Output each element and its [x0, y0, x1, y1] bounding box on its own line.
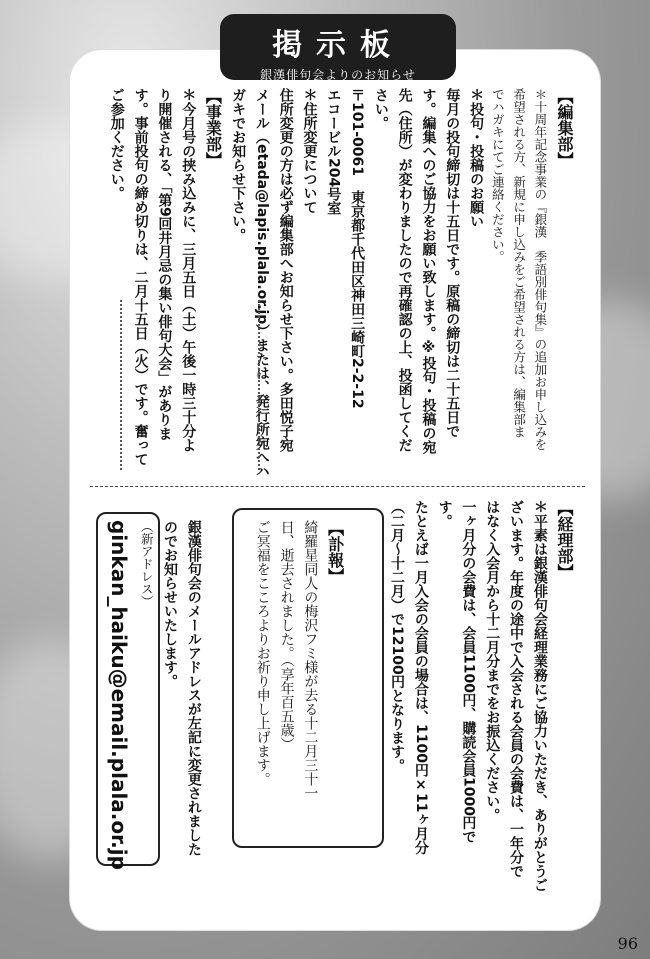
editorial-note-line: でハガキにてご連絡ください。	[490, 88, 506, 263]
obituary-section	[250, 520, 349, 830]
bulletin-banner	[220, 14, 456, 80]
editorial-note-line: ＊十周年記念事業の『銀漢 季語別俳句集』の追加お申し込みを	[532, 88, 548, 451]
obituary-heading: 【訃報】	[325, 520, 345, 584]
accounting-line: す。	[436, 500, 453, 528]
accounting-section	[384, 500, 578, 900]
section-divider	[90, 486, 585, 487]
dotted-separator	[120, 300, 122, 470]
email-address[interactable]: ginkan_haiku@email.plala.or.jp	[107, 520, 131, 870]
address-change-line: メール（etada@lapis.plala.or.jp）または、発行所宛へハ	[253, 88, 270, 479]
office-line: り開催される、「第9回井月忌の集い俳句大会」がありま	[156, 88, 173, 441]
office-line: ＊今月号の挟み込みに、三月五日（土）午後一時三十分よ	[180, 88, 197, 452]
submission-line: エコービル204号室	[325, 88, 342, 216]
email-section	[102, 520, 205, 870]
submission-line: 先（住所）が変わりましたので再確認の上、投函してくだ	[396, 88, 413, 452]
office-line: ご参加ください。	[108, 88, 125, 200]
accounting-line: たとえば一月入会の会員の場合は、1100円×11ヶ月分	[412, 500, 429, 855]
accounting-line: （二月～十二月）で12100円となります。	[389, 500, 406, 773]
editorial-heading: 【編集部】	[555, 88, 574, 168]
accounting-line: ざいます。年度の途中で入会される会員の会費は、一年分で	[508, 500, 525, 878]
accounting-line: 一ヶ月分の会費は、会員1100円、購読会員1000円で	[460, 500, 477, 844]
address-change-line: ＊住所変更について	[301, 88, 318, 214]
submission-line: 毎月の投句締切は十五日です。原稿の締切は二十五日で	[444, 88, 461, 438]
office-line: す。事前投句の締め切りは、二月十五日（火）です。奮って	[132, 88, 149, 466]
address-change-line: 住所変更の方は必ず編集部へお知らせ下さい。多田悦子宛	[277, 88, 294, 452]
page-number: 96	[617, 934, 638, 953]
office-heading: 【事業部】	[203, 88, 223, 168]
accounting-heading: 【経理部】	[555, 500, 574, 580]
email-notice-line: 銀漢俳句会のメールアドレスが左記に変更されました	[185, 520, 202, 856]
accounting-line: はなく入会月から十二月分までをお振込ください。	[484, 500, 501, 822]
banner-subtitle: 銀漢俳句会よりのお知らせ	[260, 68, 416, 82]
editorial-note-line: 希望される方、新規に申し込みをご希望される方は、編集部ま	[511, 88, 527, 438]
obituary-line: 日、逝去されました。（享年百五歳）	[278, 520, 295, 751]
new-address-label: （新アドレス）	[139, 520, 155, 608]
office-section	[104, 88, 226, 468]
banner-title: 掲示板	[272, 28, 404, 63]
email-notice-line: のでお知らせいたします。	[162, 520, 179, 688]
editorial-section	[225, 88, 578, 479]
accounting-line: ＊平素は銀漢俳句会経理業務にご協力いただき、ありがとうご	[531, 500, 548, 892]
obituary-line: 綺羅星同人の梅沢フミ様が去る十二月三十一	[302, 520, 319, 800]
submission-line: さい。	[372, 88, 389, 130]
dotted-separator	[258, 300, 260, 470]
submission-line: す。編集へのご協力をお願い致します。※投句・投稿の宛	[420, 88, 437, 454]
address-change-line: ガキでお知らせ下さい。	[230, 88, 247, 242]
submission-line: 〒101-0061 東京都千代田区神田三崎町2-2-12	[349, 88, 366, 409]
obituary-line: ご冥福をこころよりお祈り申し上げます。	[254, 520, 271, 786]
submission-line: ＊投句・投稿のお願い	[468, 88, 485, 228]
